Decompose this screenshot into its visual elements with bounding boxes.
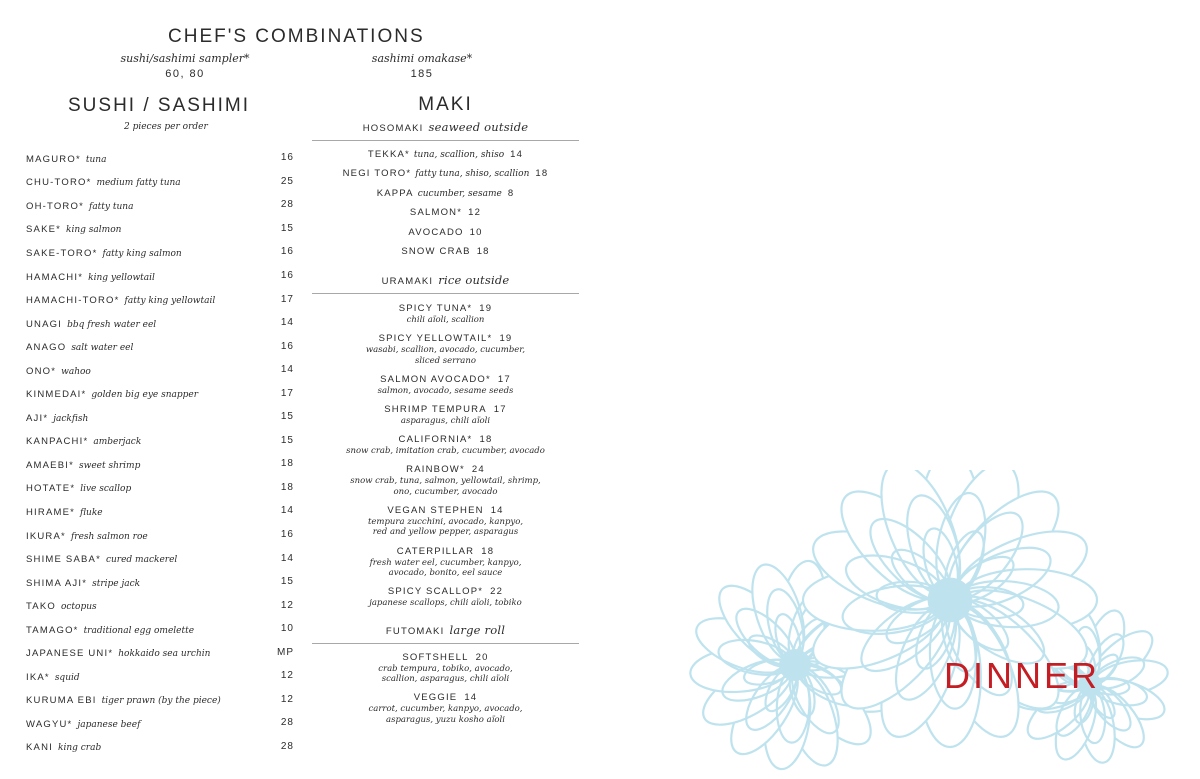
item-desc: fresh water eel, cucumber, kanpyo, [369,557,522,568]
item-title [312,546,579,558]
item-title [312,374,579,386]
item-name: RAINBOW* [406,464,465,476]
list-item [26,640,294,664]
item-name-wrap [26,337,133,355]
item-name-wrap [26,502,103,520]
list-item [312,586,579,609]
list-item [26,358,294,382]
combo-name: sushi/sashimi sampler* [120,52,250,65]
uramaki-list [312,303,579,608]
item-name: HAMACHI* [26,271,84,283]
item-price: 18 [481,545,495,557]
item-desc: golden big eye snapper [91,390,199,401]
item-name-wrap [26,267,155,285]
list-item [312,303,579,326]
list-item [26,593,294,617]
item-title [312,404,579,416]
item-price: 12 [280,599,294,611]
item-desc: asparagus, yuzu kosho aïoli [386,714,505,725]
item-desc: ono, cucumber, avocado [393,486,498,497]
list-item [26,217,294,241]
item-price: 14 [510,149,524,160]
item-name: SPICY TUNA* [398,303,473,315]
item-name: SHIMA AJI* [26,577,88,589]
item-desc: avocado, bonito, eel sauce [388,568,503,578]
flower-shape [802,470,1097,748]
item-desc: tuna [85,154,107,165]
list-item [26,334,294,358]
item-price: 18 [535,168,549,180]
divider [312,293,579,294]
item-price: 15 [280,434,294,446]
item-desc: japanese beef [77,719,141,730]
list-item [26,381,294,405]
item-name: TEKKA* [367,149,410,160]
item-name: CATERPILLAR [396,545,475,557]
item-price: 16 [280,270,294,281]
item-desc: king yellowtail [88,272,155,283]
item-price: 12 [280,693,294,705]
item-name: TAKO [26,601,56,613]
item-desc: chili aïoli, scallion [406,315,485,326]
item-price: 17 [493,404,507,416]
hosomaki-list [312,145,579,261]
item-name: VEGAN STEPHEN [387,504,484,516]
item-name: IKA* [26,671,50,683]
flower-icon [680,470,1200,779]
item-name-wrap [26,643,210,661]
futomaki-label: FUTOMAKI [385,625,445,637]
combo-name: sashimi omakase* [371,52,473,65]
item-name: SPICY YELLOWTAIL* [378,333,493,345]
item-name-wrap [26,573,140,591]
item-name: HAMACHI-TORO* [26,295,120,307]
item-price: 20 [475,651,489,663]
hosomaki-heading [312,120,579,134]
item-price: 15 [280,576,294,588]
futomaki-heading [312,623,579,637]
list-item [26,570,294,594]
item-name: KINMEDAI* [26,389,87,401]
item-price: 14 [280,552,294,564]
item-desc: fluke [80,507,103,518]
item-desc: tempura zucchini, avocado, kanpyo, [367,516,524,527]
item-name: AVOCADO [408,226,464,238]
list-item [312,546,579,579]
list-item [26,476,294,500]
item-desc: sweet shrimp [79,460,141,471]
item-name-wrap [26,361,91,379]
item-name: KANI [26,742,53,754]
item-desc: octopus [60,602,97,613]
sushi-sashimi-list [26,146,294,758]
item-name-wrap [26,620,194,638]
sushi-sashimi-subtitle: 2 pieces per order [124,122,208,132]
item-name-wrap [26,714,140,732]
list-item [26,170,294,194]
list-item [312,223,579,242]
list-item [26,711,294,735]
item-name: SHRIMP TEMPURA [384,404,487,416]
item-price: 8 [507,187,515,199]
item-price: 16 [280,340,294,352]
uramaki-label: URAMAKI [381,276,434,288]
item-name-wrap [26,172,181,190]
item-name-wrap [26,219,121,237]
item-desc: fatty king yellowtail [124,296,216,307]
item-desc: crab tempura, tobiko, avocado, [378,663,513,674]
item-name: SALMON AVOCADO* [380,374,491,386]
item-name: OH-TORO* [26,200,84,212]
list-item [312,145,579,164]
item-desc: cucumber, sesame [417,188,502,199]
item-name: ONO* [26,365,57,377]
list-item [312,434,579,457]
item-desc: sliced serrano [415,355,476,366]
item-name: TAMAGO* [26,624,79,636]
combo-omakase [352,52,492,81]
list-item [312,184,579,203]
list-item [312,164,579,183]
item-name: MAGURO* [26,153,81,165]
item-name: NEGI TORO* [342,168,412,180]
list-item [26,523,294,547]
item-name: AMAEBI* [26,459,74,471]
item-name: VEGGIE [413,692,458,704]
maki-section [312,94,579,733]
item-desc: stripe jack [92,578,141,589]
item-desc: jackfish [53,413,89,424]
item-name-wrap [26,455,140,473]
item-price: 14 [490,504,504,516]
item-name: CALIFORNIA* [398,434,473,446]
item-price: 28 [280,717,294,729]
item-desc: asparagus, chili aïoli [400,416,491,427]
item-price: 10 [280,623,294,635]
item-price: 14 [464,692,478,704]
list-item [26,688,294,712]
item-name: SPICY SCALLOP* [387,586,484,598]
list-item [26,452,294,476]
item-price: 14 [280,317,294,329]
item-desc: medium fatty tuna [96,178,181,189]
list-item [312,692,579,725]
item-name: AJI* [26,412,49,424]
item-desc: fatty tuna [88,201,134,212]
item-price: 18 [280,481,294,493]
item-name-wrap [26,667,80,685]
dinner-title: DINNER [944,655,1101,696]
list-item [26,146,294,170]
item-desc: tuna, scallion, shiso [413,150,505,160]
item-price: MP [277,646,294,658]
list-item [26,405,294,429]
item-name: KAPPA [376,187,414,199]
item-desc: salt water eel [71,343,134,354]
item-desc: fresh salmon roe [70,531,148,542]
item-name-wrap [26,596,97,614]
divider [312,140,579,141]
item-price: 12 [468,207,482,219]
item-name: SAKE* [26,224,62,236]
list-item [26,311,294,335]
list-item [26,264,294,288]
item-name: UNAGI [26,318,63,330]
item-name: ANAGO [26,342,67,354]
item-name: SHIME SABA* [26,554,101,566]
list-item [312,242,579,261]
item-desc: king salmon [66,225,122,236]
item-price: 19 [479,303,493,315]
item-desc: wahoo [61,366,91,377]
list-item [26,287,294,311]
item-desc: amberjack [93,437,142,448]
item-name: KANPACHI* [26,436,89,448]
item-price: 22 [490,586,504,598]
item-desc: fatty tuna, shiso, scallion [415,169,530,180]
list-item [26,617,294,641]
item-desc: scallion, asparagus, chili aïoli [381,674,510,685]
item-name: IKURA* [26,530,66,542]
item-desc: japanese scallops, chili aïoli, tobiko [369,598,522,609]
item-desc: live scallop [80,484,132,495]
item-price: 18 [476,245,490,257]
item-name-wrap [26,431,141,449]
uramaki-heading [312,273,579,287]
list-item [312,374,579,397]
item-title [312,586,579,598]
item-name: SAKE-TORO* [26,247,98,259]
item-price: 17 [280,387,294,399]
item-desc: squid [54,672,80,683]
item-name-wrap [26,149,106,167]
combo-price: 185 [410,68,434,80]
item-title [312,333,579,345]
sushi-sashimi-title: SUSHI / SASHIMI [68,95,251,116]
item-name-wrap [26,690,221,708]
item-name: SOFTSHELL [402,651,469,663]
list-item [26,664,294,688]
item-price: 19 [499,333,513,345]
item-price: 12 [280,670,294,682]
item-name: HIRAME* [26,506,76,518]
list-item [312,404,579,427]
item-desc: carrot, cucumber, kanpyo, avocado, [368,704,523,715]
item-title [312,692,579,704]
item-desc: hokkaido sea urchin [118,649,211,660]
item-title [312,303,579,315]
hosomaki-label: HOSOMAKI [362,123,424,134]
item-desc: red and yellow pepper, asparagus [372,527,519,538]
item-price: 16 [280,529,294,541]
combo-price: 60, 80 [165,68,205,80]
item-desc: bbq fresh water eel [67,319,157,330]
item-price: 15 [280,411,294,423]
item-name-wrap [26,737,101,755]
list-item [312,464,579,497]
item-price: 28 [280,199,294,211]
item-name-wrap [26,478,131,496]
list-item [312,505,579,538]
item-price: 16 [280,152,294,164]
uramaki-desc: rice outside [438,273,510,288]
item-name-wrap [26,290,215,308]
item-name-wrap [26,549,177,567]
divider [312,643,579,644]
item-name-wrap [26,408,88,426]
item-name-wrap [26,384,198,402]
item-price: 18 [479,434,493,446]
item-name-wrap [26,314,156,332]
futomaki-list [312,652,579,726]
list-item [26,735,294,759]
item-price: 16 [280,246,294,258]
item-name-wrap [26,243,182,261]
list-item [312,203,579,222]
list-item [26,193,294,217]
list-item [312,333,579,366]
hosomaki-desc: seaweed outside [428,120,529,134]
item-desc: king crab [57,743,102,754]
chef-combinations-title: CHEF'S COMBINATIONS [168,26,425,47]
item-title [312,434,579,446]
item-price: 17 [280,293,294,305]
item-title [312,652,579,664]
item-price: 14 [280,364,294,376]
item-desc: fatty king salmon [102,248,182,259]
combo-sampler [110,52,260,81]
item-name: CHU-TORO* [26,177,92,189]
item-desc: wasabi, scallion, avocado, cucumber, [365,345,526,356]
list-item [26,499,294,523]
item-desc: salmon, avocado, sesame seeds [377,386,514,397]
item-price: 17 [497,374,511,386]
maki-title: MAKI [418,94,473,115]
futomaki-desc: large roll [449,622,506,637]
item-desc: snow crab, imitation crab, cucumber, avocado [346,446,545,457]
item-name-wrap [26,526,148,544]
item-name: KURUMA EBI [26,695,97,707]
item-desc: cured mackerel [105,555,178,566]
item-price: 28 [280,740,294,752]
list-item [312,652,579,685]
item-desc: snow crab, tuna, salmon, yellowtail, shrimp, [350,476,541,487]
item-desc: traditional egg omelette [83,625,195,636]
item-title [312,464,579,476]
item-price: 18 [280,458,294,470]
item-name: WAGYU* [26,718,73,730]
item-price: 25 [280,175,294,187]
item-price: 24 [471,464,485,476]
item-desc: tiger prawn (by the piece) [101,696,221,707]
item-price: 15 [280,222,294,234]
item-name: HOTATE* [26,483,76,495]
item-name: SALMON* [409,207,463,219]
item-name: SNOW CRAB [401,245,471,257]
item-price: 10 [469,226,483,238]
item-price: 14 [280,505,294,517]
list-item [26,429,294,453]
list-item [26,546,294,570]
list-item [26,240,294,264]
item-name: JAPANESE UNI* [26,648,114,660]
item-name-wrap [26,196,133,214]
item-title [312,505,579,517]
